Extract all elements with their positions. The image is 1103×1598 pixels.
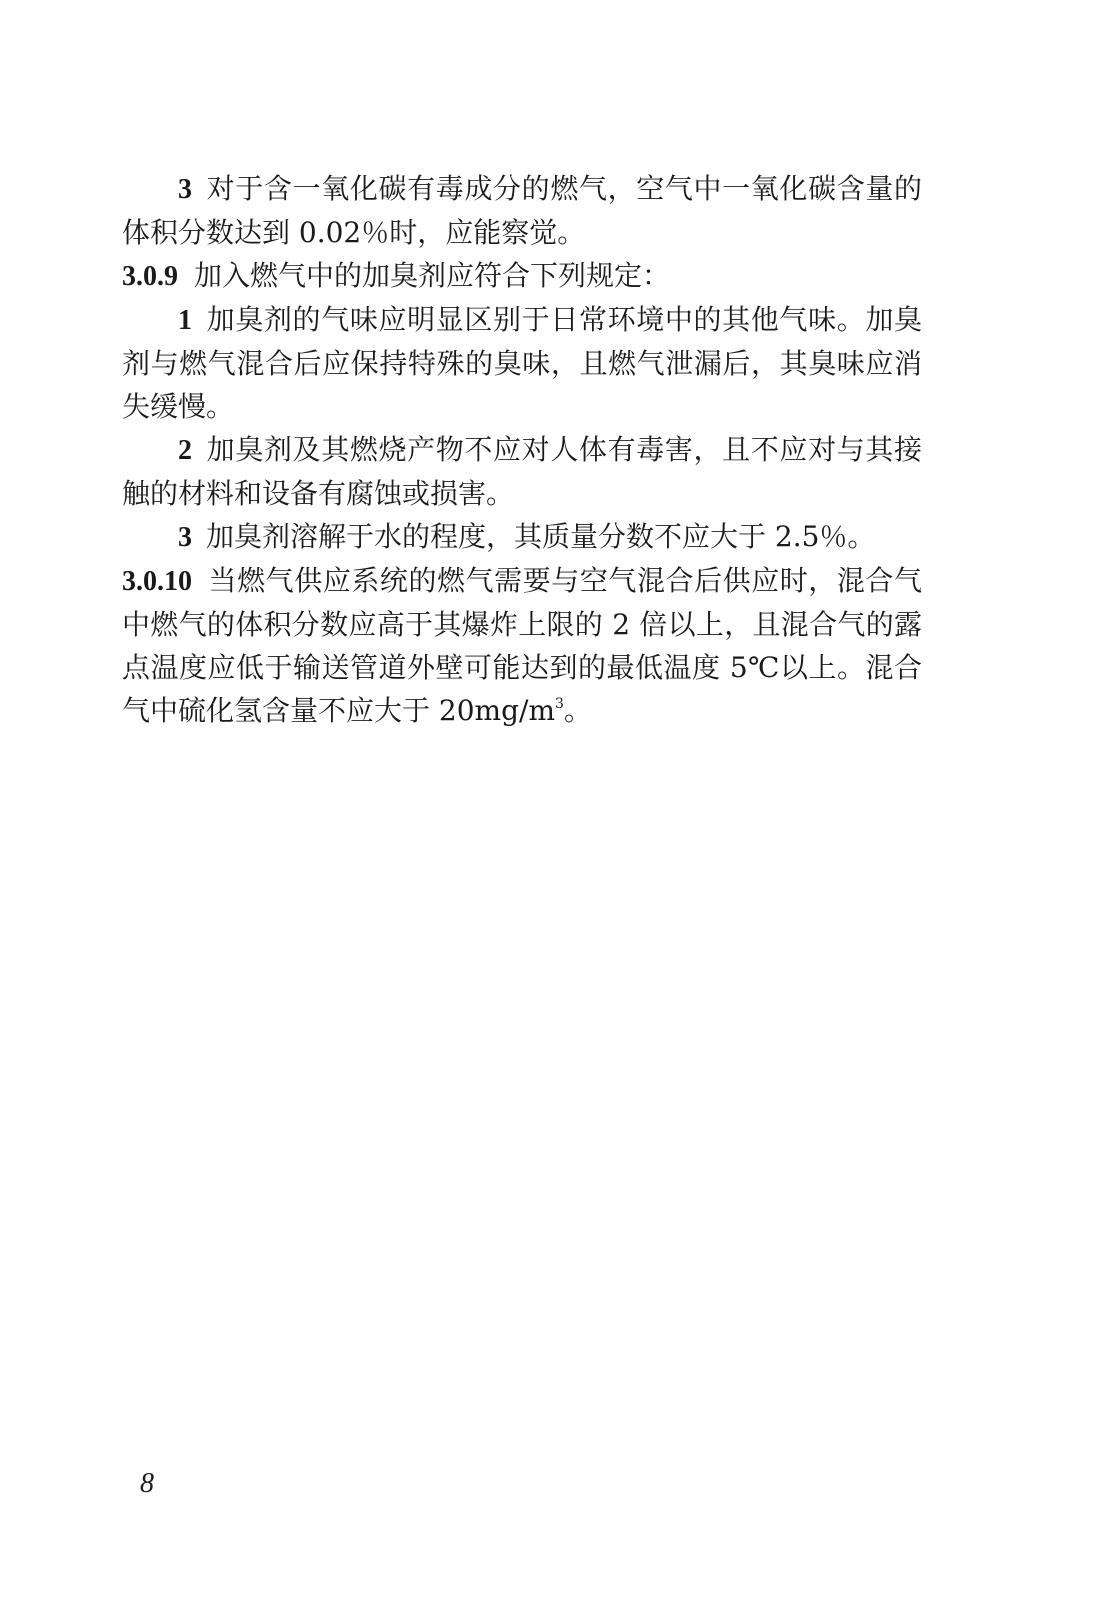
clause-text: 当燃气供应系统的燃气需要与空气混合后供应时，混合气中燃气的体积分数应高于其爆炸上限的 2 倍以上，且混合气的露点温度应低于输送管道外壁可能达到的最低温度 5℃以上。混合气中硫化氢含量不应大于 20mg/m: [122, 564, 922, 727]
clause-text: 加入燃气中的加臭剂应符合下列规定：: [194, 259, 671, 292]
item-text: 加臭剂及其燃烧产物不应对人体有毒害，且不应对与其接触的材料和设备有腐蚀或损害。: [122, 433, 922, 510]
item-text: 对于含一氧化碳有毒成分的燃气，空气中一氧化碳含量的体积分数达到 0.02％时，应能察觉。: [122, 172, 922, 249]
item-3-solubility: [122, 515, 922, 559]
item-text: 加臭剂的气味应明显区别于日常环境中的其他气味。加臭剂与燃气混合后应保持特殊的臭味，且燃气泄漏后，其臭味应消失缓慢。: [122, 303, 922, 423]
clause-number: 3.0.10: [122, 566, 192, 597]
item-text: 加臭剂溶解于水的程度，其质量分数不应大于 2.5％。: [206, 520, 876, 553]
page-number: 8: [140, 1468, 154, 1499]
item-3-co-detection: [122, 167, 922, 254]
clause-tail: 。: [563, 694, 592, 727]
page-body: [122, 167, 922, 732]
item-2-toxicity: [122, 428, 922, 515]
clause-number: 3.0.9: [122, 261, 178, 292]
clause-3-0-10: [122, 559, 922, 732]
item-1-odor: [122, 298, 922, 428]
item-number: 3: [178, 174, 192, 205]
item-number: 3: [178, 522, 192, 553]
superscript-exponent: 3: [555, 696, 564, 712]
clause-3-0-9: [122, 254, 922, 298]
item-number: 1: [178, 305, 192, 336]
item-number: 2: [178, 435, 192, 466]
